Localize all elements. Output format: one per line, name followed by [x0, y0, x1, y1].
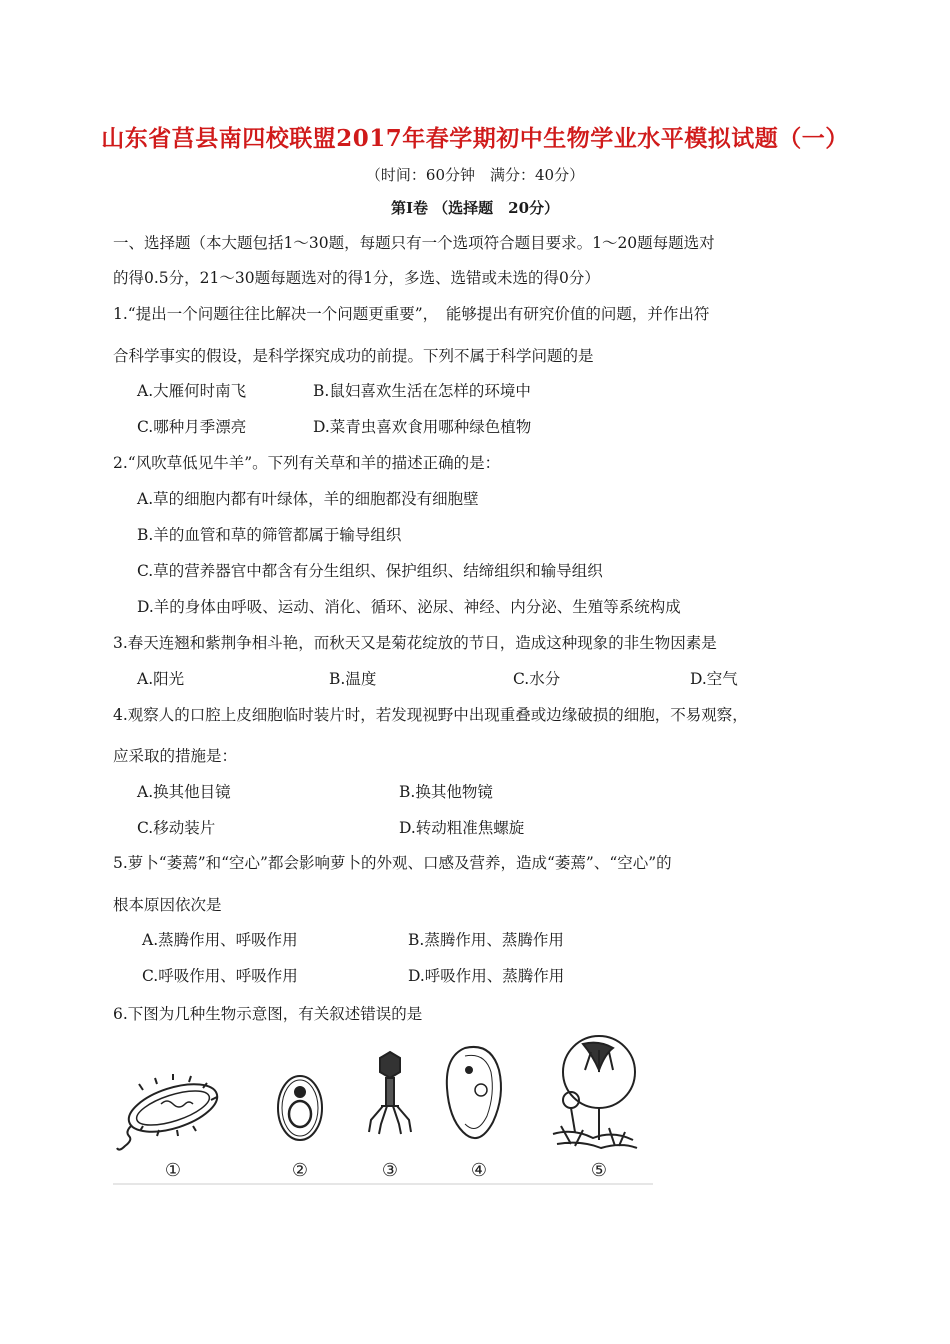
bacteriophage-drawing	[369, 1052, 411, 1134]
q3-option-b: B.温度	[329, 670, 377, 688]
q5-stem-line-1: 5.萝卜“萎蔫”和“空心”都会影响萝卜的外观、口感及营养，造成“萎蔫”、“空心”的	[113, 854, 672, 872]
q5-option-c: C.呼吸作用、呼吸作用	[142, 967, 298, 985]
q2-option-c: C.草的营养器官中都含有分生组织、保护组织、结缔组织和输导组织	[137, 562, 603, 580]
q4-option-a: A.换其他目镜	[137, 783, 231, 801]
figure-label-3: ③	[381, 1160, 399, 1181]
q1-option-c: C.哪种月季漂亮	[137, 418, 247, 436]
q1-option-d: D.菜青虫喜欢食用哪种绿色植物	[313, 418, 532, 436]
mold-drawing	[553, 1036, 637, 1148]
exam-time-info: （时间：60分钟 满分：40分）	[365, 166, 585, 184]
q2-option-d: D.羊的身体由呼吸、运动、消化、循环、泌尿、神经、内分泌、生殖等系统构成	[137, 598, 681, 616]
figure-label-2: ②	[291, 1160, 309, 1181]
page-title: 山东省莒县南四校联盟2017年春学期初中生物学业水平模拟试题（一）	[101, 125, 849, 152]
q5-option-a: A.蒸腾作用、呼吸作用	[142, 931, 298, 949]
q4-stem-line-1: 4.观察人的口腔上皮细胞临时装片时，若发现视野中出现重叠或边缘破损的细胞，不易观察，	[113, 706, 748, 724]
q5-option-d: D.呼吸作用、蒸腾作用	[408, 967, 565, 985]
instructions-line-1: 一、选择题（本大题包括1～30题，每题只有一个选项符合题目要求。1～20题每题选对	[113, 234, 715, 252]
q3-option-c: C.水分	[513, 670, 561, 688]
bacterium-drawing	[117, 1074, 223, 1150]
figure-label-4: ④	[470, 1160, 488, 1181]
figure-label-1: ①	[164, 1160, 182, 1181]
q4-option-c: C.移动装片	[137, 819, 216, 837]
q3-option-a: A.阳光	[137, 670, 185, 688]
q1-option-a: A.大雁何时南飞	[137, 382, 247, 400]
q2-option-b: B.羊的血管和草的筛管都属于输导组织	[137, 526, 402, 544]
q4-option-d: D.转动粗准焦螺旋	[399, 819, 525, 837]
q1-stem-line-2: 合科学事实的假设，是科学探究成功的前提。下列不属于科学问题的是	[113, 347, 594, 365]
q5-option-b: B.蒸腾作用、蒸腾作用	[408, 931, 564, 949]
part-heading: 第Ⅰ卷 （选择题 20分）	[390, 199, 560, 217]
q2-option-a: A.草的细胞内都有叶绿体，羊的细胞都没有细胞壁	[137, 490, 479, 508]
q2-stem: 2.“风吹草低见牛羊”。下列有关草和羊的描述正确的是：	[113, 454, 501, 472]
q1-stem-line-1: 1.“提出一个问题往往比解决一个问题更重要”， 能够提出有研究价值的问题，并作出符	[113, 305, 710, 323]
protist-drawing	[447, 1047, 501, 1138]
yeast-cell-drawing	[278, 1076, 322, 1140]
q3-stem: 3.春天连翘和紫荆争相斗艳，而秋天又是菊花绽放的节日，造成这种现象的非生物因素是	[113, 634, 717, 652]
organisms-figure	[113, 1030, 653, 1190]
q6-stem: 6.下图为几种生物示意图，有关叙述错误的是	[113, 1005, 423, 1023]
instructions-line-2: 的得0.5分，21～30题每题选对的得1分，多选、选错或未选的得0分）	[113, 269, 600, 287]
q4-stem-line-2: 应采取的措施是：	[113, 747, 238, 765]
q1-option-b: B.鼠妇喜欢生活在怎样的环境中	[313, 382, 531, 400]
q4-option-b: B.换其他物镜	[399, 783, 493, 801]
figure-label-5: ⑤	[590, 1160, 608, 1181]
q5-stem-line-2: 根本原因依次是	[113, 896, 222, 914]
q3-option-d: D.空气	[690, 670, 738, 688]
